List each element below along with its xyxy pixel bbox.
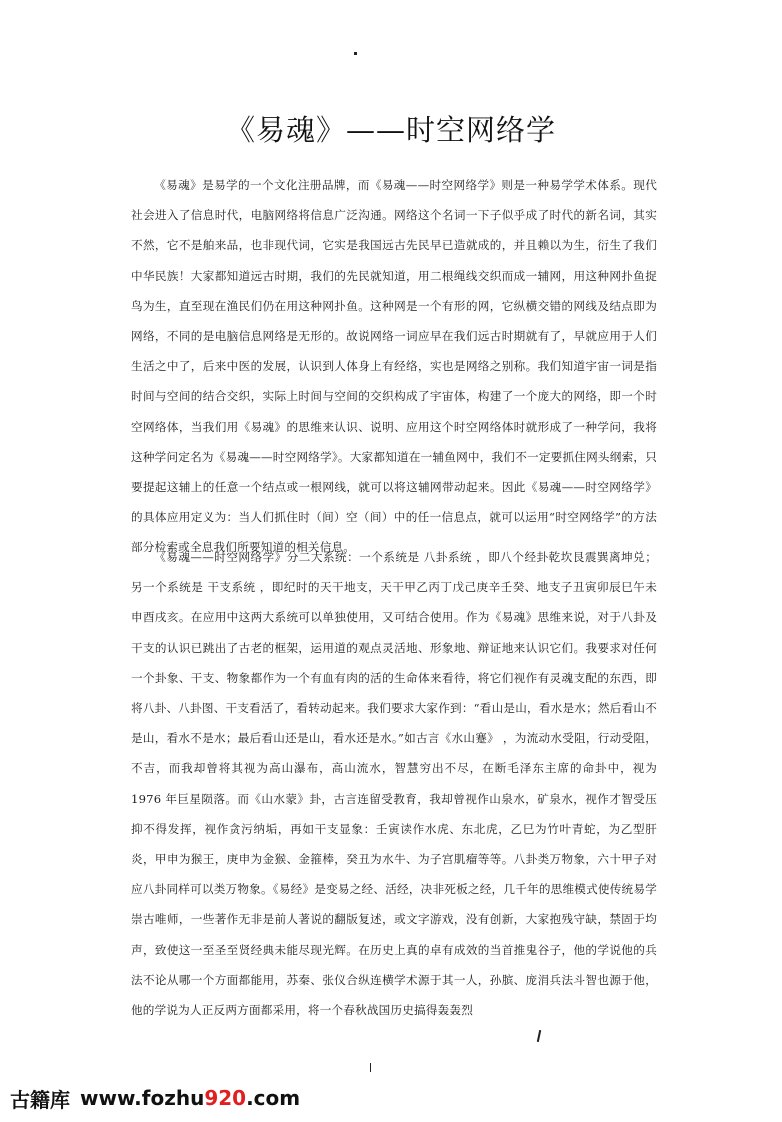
watermark-url-prefix: www.fozhu [80,1086,205,1110]
scan-speck [354,52,357,55]
page-title: 《易魂》——时空网络学 [225,113,556,147]
watermark-url-number: 920 [204,1086,247,1110]
scan-mark [370,1063,371,1072]
paragraph-2: 《易魂——时空网络学》分二大系统：一个系统是 八卦系统 ，即八个经卦乾坎艮震巽离坤兑；另一个系统是 干支系统 ，即纪时的天干地支，天干甲乙丙丁戊己庚辛壬癸、地支子丑寅卯辰巳午未申酉戌亥。在应用中这两大系统可以单独使用，又可结合使用。作为《易魂》思维来说，对于八卦及干支的认识已跳出了古老的框架，运用道的观点灵活地、形象地、辩证地来认识它们。我要求对任何一个卦象、干支、物象都作为一个有血有肉的活的生命体来看待，将它们视作有灵魂支配的东西，即将八卦、八卦图、干支看活了，看转动起来。我们要求大家作到：“看山是山，看水是水；然后看山不是山，看水不是水；最后看山还是山，看水还是水。”如古言《水山蹇》 ，为流动水受阻，行动受阻，不吉，而我却曾将其视为高山瀑布，高山流水，智慧穷出不尽，在断毛泽东主席的命卦中，视为 1976 年巨星陨落。而《山水蒙》卦，古言连留受教育，我却曾视作山泉水，矿泉水，视作才智受压抑不得发挥，视作贪污纳垢，再如干支显象：壬寅读作水虎、东北虎，乙巳为竹叶青蛇，为乙型肝炎，甲申为猴王，庚申为金猴、金箍棒，癸丑为水牛、为子宫肌瘤等等。八卦类万物象，六十甲子对应八卦同样可以类万物象。《易经》是变易之经、活经，决非死板之经，几千年的思维模式使传统易学崇古唯师，一些著作无非是前人著说的翻版复述，或文字游戏，没有创新，大家抱残守缺，禁固于均声，致使这一至圣至贤经典未能尽现光辉。在历史上真的卓有成效的当首推鬼谷子，他的学说他的兵法不论从哪一个方面都能用，苏秦、张仪合纵连横学术源于其一人，孙膑、庞涓兵法斗智也源于他，他的学说为人正反两方面都采用，将一个春秋战国历史搞得轰轰烈 [131,550,657,1018]
watermark-footer [0,1082,300,1114]
scan-mark [537,1030,541,1042]
watermark-url-suffix: .com [246,1086,301,1110]
paragraph-1: 《易魂》是易学的一个文化注册品牌，而《易魂——时空网络学》则是一种易学学术体系。现代社会进入了信息时代，电脑网络将信息广泛沟通。网络这个名词一下子似乎成了时代的新名词，其实不然，它不是舶来品，也非现代词，它实是我国远古先民早已造就成的，并且赖以为生，衍生了我们中华民族！大家都知道远古时期，我们的先民就知道，用二根绳线交织而成一辅网，用这种网扑鱼捉鸟为生，直至现在渔民们仍在用这种网扑鱼。这种网是一个有形的网，它纵横交错的网线及结点即为网络，不同的是电脑信息网络是无形的。故说网络一词应早在我们远古时期就有了，早就应用于人们生活之中了，后来中医的发展，认识到人体身上有经络，实也是网络之别称。我们知道宇宙一词是指时间与空间的结合交织，实际上时间与空间的交织构成了宇宙体，构建了一个庞大的网络，即一个时空网络体，当我们用《易魂》的思维来认识、说明、应用这个时空网络体时就形成了一种学问，我将这种学问定名为《易魂——时空网络学》。大家都知道在一辅鱼网中，我们不一定要抓住网头纲索，只要提起这辅上的任意一个结点或一根网线，就可以将这辅网带动起来。因此《易魂——时空网络学》的具体应用定义为：当人们抓住时（间）空（间）中的任一信息点，就可以运用“时空网络学”的方法部分检索或全息我们所要知道的相关信息。 [131,178,657,555]
watermark-site-name: 古籍库 [10,1087,70,1112]
